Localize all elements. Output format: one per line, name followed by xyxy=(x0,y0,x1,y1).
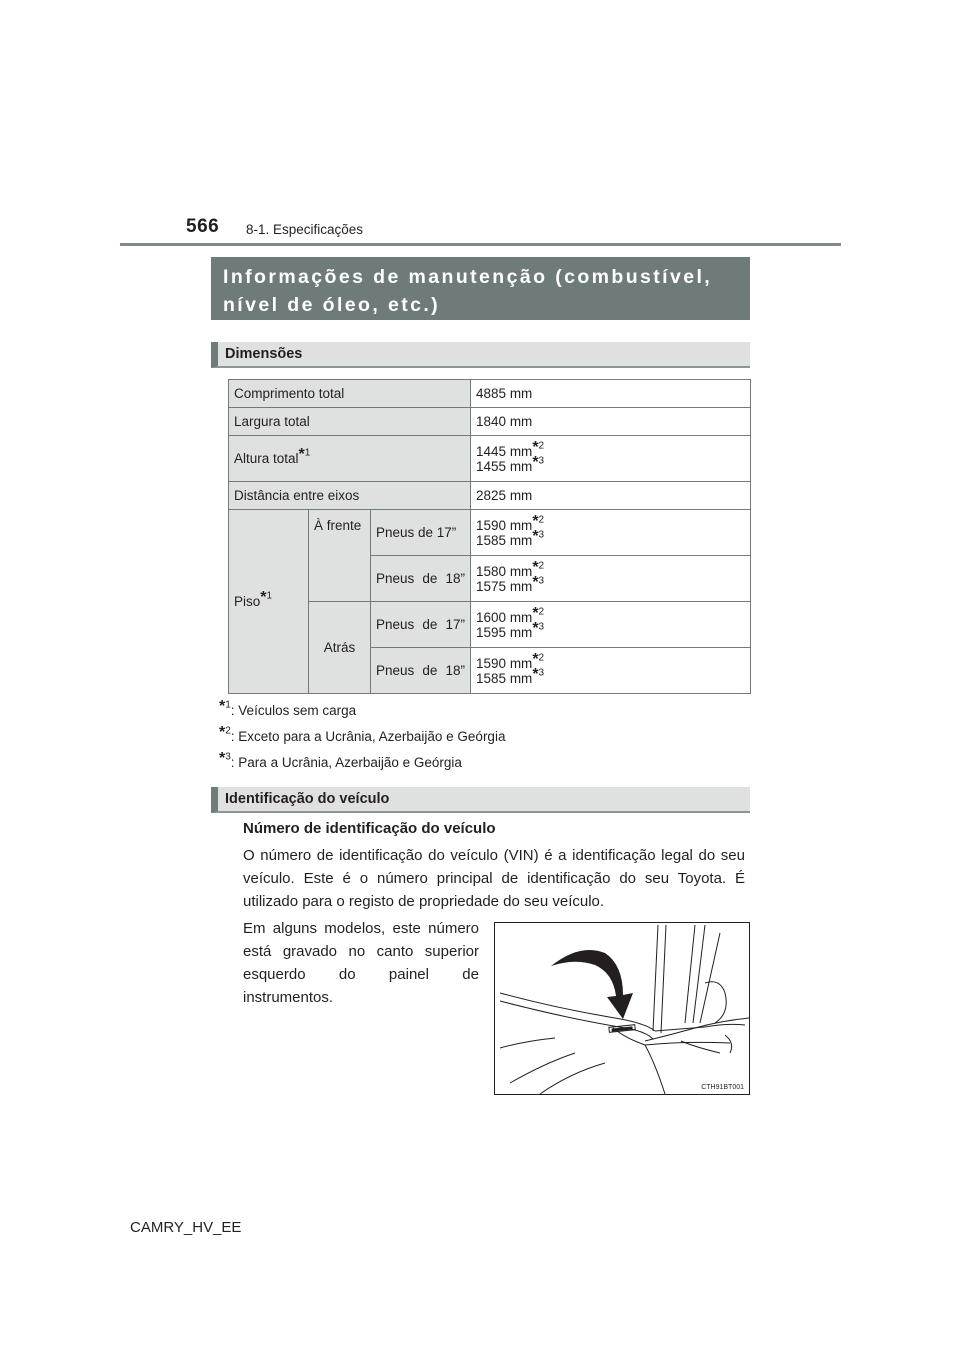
footnote-3: $^{*^3}$: Para a Ucrânia, Azerbaijão e Geórgia xyxy=(219,750,462,770)
figure-code: CTH91BT001 xyxy=(701,1084,744,1091)
row-value: 1580 $mm^{*^2}$ 1575 $mm^{*^3}$ xyxy=(471,556,751,602)
page-number: 566 xyxy=(186,216,220,237)
section-label: 8-1. Especificações xyxy=(246,222,364,237)
table-row xyxy=(229,380,751,408)
page-title-line-2: nível de óleo, etc.) xyxy=(223,294,441,316)
row-label: Distância entre eixos xyxy=(229,482,471,510)
dimensions-table xyxy=(228,379,751,694)
row-value: 1600 $mm^{*^2}$ 1595 $mm^{*^3}$ xyxy=(471,602,751,648)
vin-subheading: Número de identificação do veículo xyxy=(243,820,496,837)
tread-rear-label: Atrás xyxy=(309,602,371,694)
dashboard-illustration xyxy=(495,923,749,1094)
row-value: 1840 mm xyxy=(471,408,751,436)
vin-location-figure xyxy=(494,922,750,1095)
page-title xyxy=(211,257,750,320)
document-code: CAMRY_HV_EE xyxy=(130,1219,242,1236)
footnote-1: $^{*^1}$: Veículos sem carga xyxy=(219,698,357,718)
row-value: 4885 mm xyxy=(471,380,751,408)
header-rule xyxy=(120,243,841,246)
tire-size: Pneus de 18” xyxy=(371,648,471,694)
row-value: 1445 $mm^{*^2}$ 1455 $mm^{*^3}$ xyxy=(471,436,751,482)
tire-size: Pneus de 17” xyxy=(371,602,471,648)
vin-paragraph: O número de identificação do veículo (VIN) é a identificação legal do seu veículo. Este é o número principal de identificação do seu Toyota. É utilizado para o registo de propriedade do seu veículo. xyxy=(243,847,745,910)
row-value: 1590 $mm^{*^2}$ 1585 $mm^{*^3}$ xyxy=(471,510,751,556)
tread-front-label: À frente xyxy=(309,510,371,602)
vehicle-id-heading: Identificação do veículo xyxy=(211,787,750,813)
footnote-2: $^{*^2}$: Exceto para a Ucrânia, Azerbaijão e Geórgia xyxy=(219,724,506,744)
table-row xyxy=(229,482,751,510)
table-row xyxy=(229,408,751,436)
row-label: Largura total xyxy=(229,408,471,436)
page-title-line-1: Informações de manutenção (combustível, xyxy=(223,266,713,288)
dimensions-heading: Dimensões xyxy=(211,342,750,368)
vin-location-paragraph: Em alguns modelos, este número está gravado no canto superior esquerdo do painel de instrumentos. xyxy=(243,920,479,1006)
tread-label: Piso$^{*^1}$ xyxy=(229,510,309,694)
tire-size: Pneus de 18” xyxy=(371,556,471,602)
row-value: 1590 $mm^{*^2}$ 1585 $mm^{*^3}$ xyxy=(471,648,751,694)
tire-size: Pneus de 17” xyxy=(371,510,471,556)
row-label: Altura total$^{*^1}$ xyxy=(229,436,471,482)
table-row xyxy=(229,436,751,482)
row-label: Comprimento total xyxy=(229,380,471,408)
row-value: 2825 mm xyxy=(471,482,751,510)
table-row xyxy=(229,510,751,556)
